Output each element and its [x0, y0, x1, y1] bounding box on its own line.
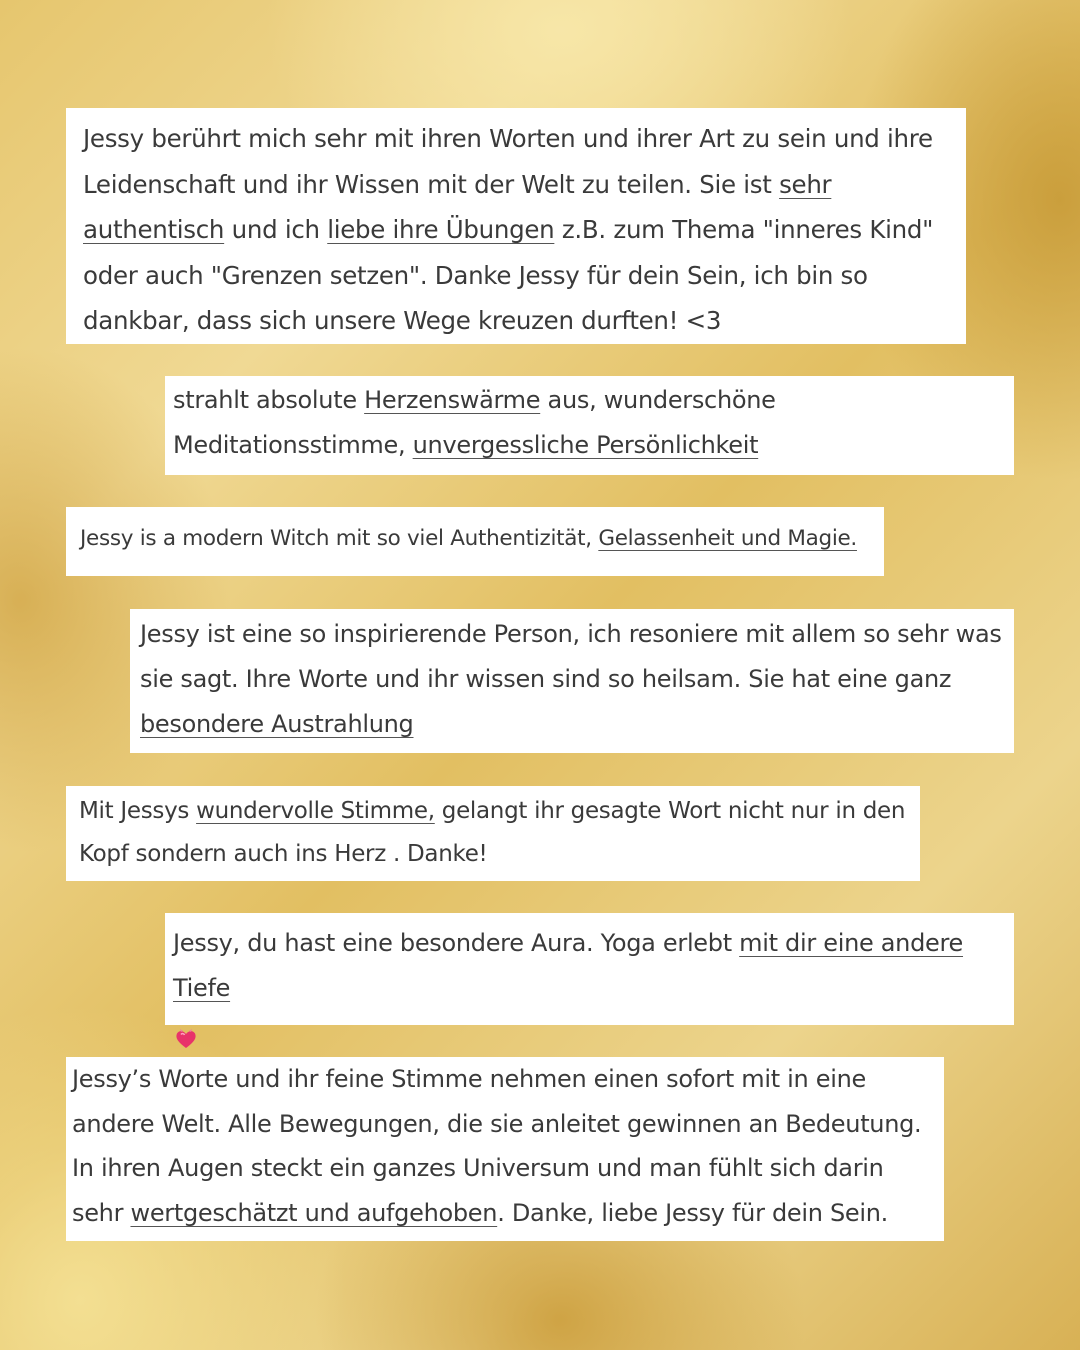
highlighted-phrase: liebe ihre Übungen	[327, 215, 555, 244]
testimonial-text	[173, 378, 1004, 468]
heart-with-ribbon-icon	[173, 1021, 199, 1047]
text-segment: Jessy, du hast eine besondere Aura. Yoga erlebt	[173, 929, 740, 957]
highlighted-phrase: mit dir eine andere Tiefe	[173, 929, 964, 1002]
text-segment: gelangt ihr gesagte Wort nicht nur in den Kopf sondern auch ins Herz . Danke!	[79, 798, 906, 867]
text-segment: . Danke, liebe Jessy für dein Sein.	[497, 1198, 888, 1227]
testimonial-card	[66, 108, 966, 344]
testimonial-text	[80, 521, 874, 557]
testimonial-text	[83, 116, 952, 344]
highlighted-phrase: wertgeschätzt und aufgehoben	[130, 1198, 498, 1227]
testimonial-text	[72, 1057, 934, 1235]
testimonial-text	[173, 921, 1006, 1056]
text-segment: z.B. zum Thema "inneres Kind" oder auch "Grenzen setzen". Danke Jessy für dein Sein, ich bin so dankbar, dass sich unsere Wege kreuzen durften! <3	[83, 215, 934, 335]
text-segment: strahlt absolute	[173, 386, 365, 414]
testimonial-card	[130, 609, 1014, 753]
testimonial-card	[66, 786, 920, 881]
text-segment: und ich	[224, 215, 328, 244]
testimonial-card	[66, 1057, 944, 1241]
text-segment: Jessy berührt mich sehr mit ihren Worten und ihrer Art zu sein und ihre Leidenschaft und ihr Wissen mit der Welt zu teilen. Sie ist	[83, 124, 933, 199]
highlighted-phrase: Herzenswärme	[364, 386, 541, 414]
testimonial-text	[140, 612, 1004, 747]
text-segment: Jessy is a modern Witch mit so viel Authentizität,	[80, 526, 599, 551]
highlighted-phrase: sehr authentisch	[83, 169, 832, 244]
testimonial-card	[66, 507, 884, 576]
text-segment: aus, wunderschöne Meditationsstimme,	[173, 386, 776, 459]
text-segment: Jessy’s Worte und ihr feine Stimme nehmen einen sofort mit in eine andere Welt. Alle Bewegungen, die sie anleitet gewinnen an Bedeutung. In ihren Augen steckt ein ganzes Universum und man fühlt sich darin sehr	[72, 1065, 922, 1227]
highlighted-phrase: besondere Austrahlung	[140, 710, 414, 738]
testimonial-card	[165, 376, 1014, 475]
highlighted-phrase: wundervolle Stimme,	[196, 798, 435, 824]
text-segment: Jessy ist eine so inspirierende Person, ich resoniere mit allem so sehr was sie sagt. Ihre Worte und ihr wissen sind so heilsam. Sie hat eine ganz	[140, 620, 1002, 693]
testimonial-card	[165, 913, 1014, 1025]
highlighted-phrase: unvergessliche Persönlichkeit	[412, 431, 759, 459]
testimonial-text	[79, 790, 910, 876]
highlighted-phrase: Gelassenheit und Magie.	[598, 526, 857, 551]
text-segment: Mit Jessys	[79, 798, 197, 824]
